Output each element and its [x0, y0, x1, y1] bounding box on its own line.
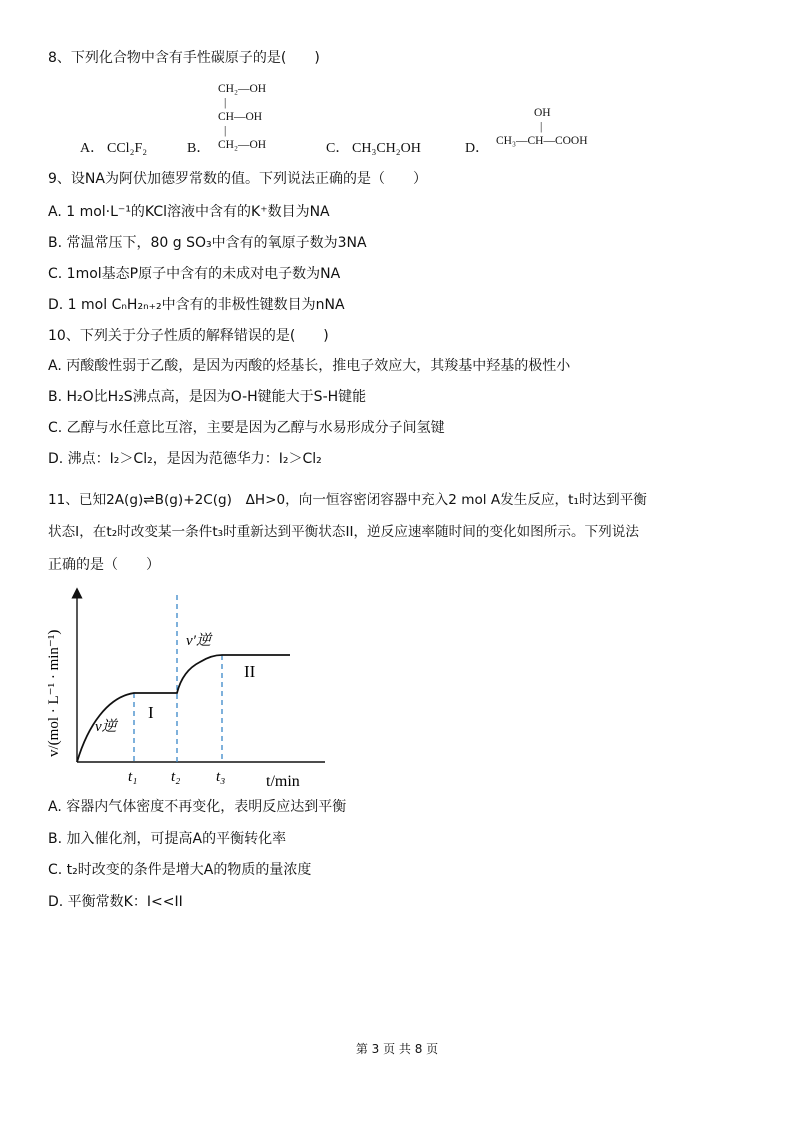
q8-b-bond2: |	[224, 125, 227, 137]
q9-option-b: B. 常温常压下，80 g SO₃中含有的氧原子数为3NA	[48, 235, 367, 251]
q10-stem: 10、下列关于分子性质的解释错误的是( )	[48, 328, 329, 344]
q8-option-a-label: A．	[80, 141, 105, 156]
q10-option-b: B. H₂O比H₂S沸点高，是因为O-H键能大于S-H键能	[48, 389, 367, 405]
q11-option-d: D. 平衡常数K：I<<II	[48, 894, 183, 910]
t3-label: t₃	[216, 769, 226, 785]
q8-option-a: CCl₂F₂	[107, 141, 148, 156]
q11-option-a: A. 容器内气体密度不再变化，表明反应达到平衡	[48, 799, 347, 815]
q8-option-c: CH₃CH₂OH	[352, 141, 421, 156]
q8-d-bond: |	[540, 121, 543, 133]
q8-option-d-label: D．	[465, 141, 490, 156]
q11-option-b: B. 加入催化剂，可提高A的平衡转化率	[48, 831, 287, 847]
q8-option-c-label: C．	[326, 141, 350, 156]
y-axis-label: v/(mol · L⁻¹ · min⁻¹)	[46, 629, 62, 757]
page-footer: 第 3 页 共 8 页	[355, 1042, 439, 1056]
q10-option-c: C. 乙醇与水任意比互溶，主要是因为乙醇与水易形成分子间氢键	[48, 420, 445, 436]
x-axis-label: t/min	[266, 773, 300, 790]
q8-b-row2: CH—OH	[218, 111, 263, 123]
q8-b-row1: CH₂—OH	[218, 83, 267, 95]
q9-option-c: C. 1mol基态P原子中含有的未成对电子数为NA	[48, 266, 341, 282]
q8-b-row3: CH₂—OH	[218, 139, 267, 151]
q8-option-b-label: B．	[187, 141, 211, 156]
q8-option-b-structure	[218, 82, 266, 152]
q9-stem: 9、设NA为阿伏加德罗常数的值。下列说法正确的是（ ）	[48, 171, 427, 187]
region2-label: II	[244, 662, 256, 681]
q11-option-c: C. t₂时改变的条件是增大A的物质的量浓度	[48, 862, 312, 878]
rate-time-graph	[40, 585, 330, 790]
q8-d-chain: CH₃—CH—COOH	[496, 135, 588, 147]
reverse-rate-curve	[77, 655, 290, 762]
t2-label: t₂	[171, 769, 181, 785]
q8-d-oh: OH	[534, 107, 551, 119]
q8-stem: 8、下列化合物中含有手性碳原子的是( )	[48, 50, 320, 66]
q9-option-a: A. 1 mol·L⁻¹的KCl溶液中含有的K⁺数目为NA	[48, 204, 330, 220]
q11-stem-line2: 状态I，在t₂时改变某一条件t₃时重新达到平衡状态II，逆反应速率随时间的变化如图所示。下列说法	[48, 524, 639, 540]
q11-stem-line3: 正确的是（ ）	[48, 557, 160, 573]
q10-option-d: D. 沸点：I₂＞Cl₂，是因为范德华力：I₂＞Cl₂	[48, 451, 322, 467]
region1-label: I	[148, 703, 154, 722]
curve2-label: v′逆	[186, 633, 211, 649]
q8-b-bond1: |	[224, 97, 227, 109]
q9-option-d: D. 1 mol CₙH₂ₙ₊₂中含有的非极性键数目为nNA	[48, 297, 345, 313]
t1-label: t₁	[128, 769, 138, 785]
q11-stem-line1: 11、已知2A(g)⇌B(g)+2C(g) ΔH>0，向一恒容密闭容器中充入2 mol A发生反应，t₁时达到平衡	[48, 492, 647, 508]
q10-option-a: A. 丙酸酸性弱于乙酸，是因为丙酸的烃基长，推电子效应大，其羧基中羟基的极性小	[48, 358, 571, 374]
curve1-label: v逆	[95, 719, 117, 735]
q8-option-d-structure	[496, 106, 588, 148]
